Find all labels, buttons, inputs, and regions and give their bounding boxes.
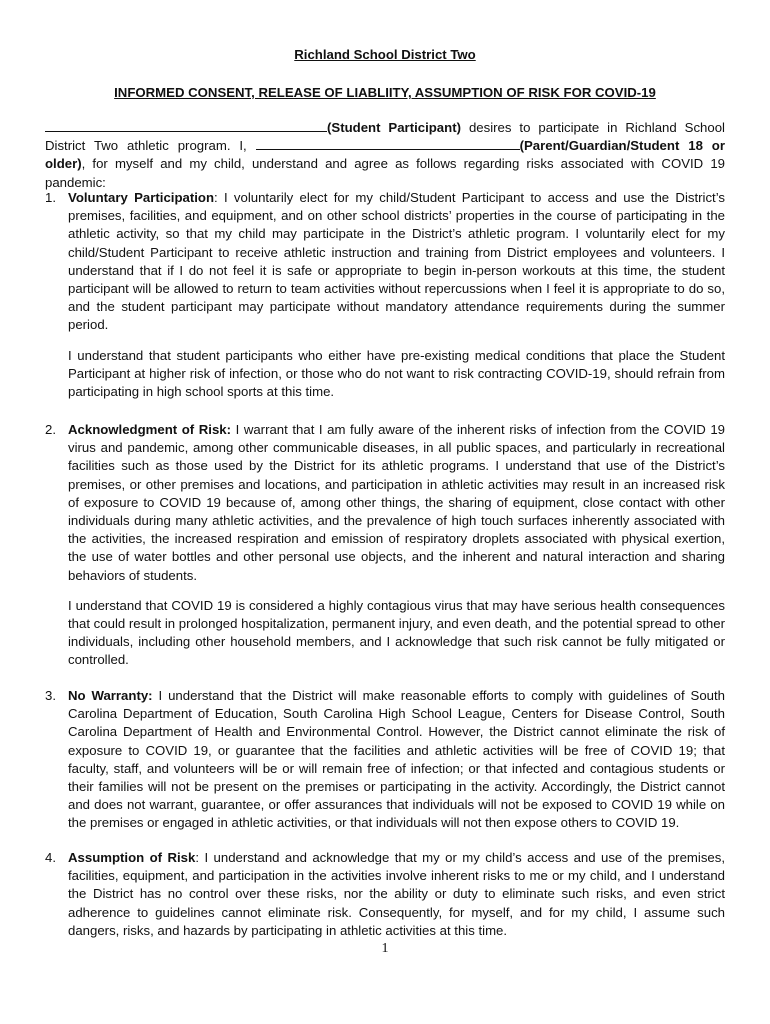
section-heading: Assumption of Risk xyxy=(68,850,196,865)
section-text: I understand that the District will make reasonable efforts to comply with guidelines of South Carolina Department of Education, South Carolina High School League, Centers for Disease Control, South Carolina Department of Health and Environmental Control. However, the District cannot eliminate the risk of exposure to COVID 19, or guarantee that the facilities and athletic activities will be free of COVID 19; that faculty, staff, and volunteers will be or will remain free of infection; or that infected and contagious students or their families will not be present on the premises or participating in the activity. Accordingly, the District cannot and does not warrant, guarantee, or offer assurances that individuals will not be exposed to COVID 19 while on the premises or engaged in athletic activities, or that individuals will not then expose others to COVID 19. xyxy=(68,688,725,831)
section-paragraph xyxy=(68,189,725,335)
section-acknowledgment-of-risk xyxy=(45,421,725,670)
section-heading: Voluntary Participation xyxy=(68,190,214,205)
section-text: I understand and acknowledge that my or my child’s access and use of the premises, facilities, equipment, and participation in the activities involve inherent risks to me or my child, and I understand the District has no control over these risks, nor the ability or duty to eliminate such risks, and even strict adherence to guidelines cannot eliminate risk. Consequently, for myself, and for my child, I assume such dangers, risks, and hazards by participating in athletic activities at this time. xyxy=(68,850,726,938)
section-subparagraph: I understand that student participants who either have pre-existing medical conditions that place the Student Participant at higher risk of infection, or those who do not want to risk contracting COVID-19, should refrain from participating in high school sports at this time. xyxy=(68,347,725,400)
section-no-warranty xyxy=(45,687,725,833)
student-name-blank[interactable] xyxy=(45,119,327,132)
section-text: I voluntarily elect for my child/Student Participant to access and use the District’s premises, facilities, and equipment, and on other school districts’ properties in the course of participating in the athletic activity, so that my child may participate in the District’s athletic program. I voluntarily elect for my child/Student Participant to receive athletic instruction and training from District employees and volunteers. I understand that if I do not feel it is safe or appropriate to begin in-person workouts at this time, the student participant will be allowed to return to team activities without repercussions when I feel it is appropriate to do so, and the student participant may participate without mandatory attendance requirements during the summer period. xyxy=(68,190,726,333)
section-separator: : xyxy=(214,190,224,205)
section-paragraph xyxy=(68,687,725,833)
intro-paragraph xyxy=(45,119,725,192)
section-heading: No Warranty: xyxy=(68,688,153,703)
section-separator: : xyxy=(195,850,205,865)
page-number: 1 xyxy=(381,941,389,956)
intro-text-1: desires to participate in Richland School District Two athletic program. I, xyxy=(45,120,725,154)
parent-name-blank[interactable] xyxy=(256,137,520,150)
intro-text-2: , for myself and my child, understand and agree as follows regarding risks associated with COVID 19 pandemic: xyxy=(45,156,725,190)
section-paragraph xyxy=(68,849,725,940)
parent-guardian-label: (Parent/Guardian/Student 18 or older) xyxy=(45,138,725,172)
section-number: 1. xyxy=(45,190,56,205)
section-subparagraph: I understand that COVID 19 is considered a highly contagious virus that may have serious health consequences that could result in prolonged hospitalization, permanent injury, and even death, and the potential spread to other individuals, including other household members, and I acknowledge that such risk cannot be fully mitigated or controlled. xyxy=(68,597,725,668)
section-number: 2. xyxy=(45,422,56,437)
document-title: Richland School District Two xyxy=(294,47,476,62)
document-subtitle: INFORMED CONSENT, RELEASE OF LIABLIITY, ASSUMPTION OF RISK FOR COVID-19 xyxy=(114,85,656,100)
section-paragraph xyxy=(68,421,725,585)
section-assumption-of-risk xyxy=(45,849,725,940)
section-text: I warrant that I am fully aware of the inherent risks of infection from the COVID 19 virus and pandemic, among other communicable diseases, in all public spaces, and particularly in recreational facilities such as those used by the District for its athletic programs. I understand that use of the District’s premises, or other premises and locations, and participation in athletic activities may result in an increased risk of exposure to COVID 19 because of, among other things, the sharing of equipment, close contact with other individuals during many athletic activities, and the prevalence of high touch surfaces inherently associated with the activities, the increased respiration and emission of respiratory droplets associated with physical exertion, the use of water bottles and other personal use objects, and the inherent and natural interaction and sharing behaviors of students. xyxy=(68,422,725,583)
section-number: 4. xyxy=(45,850,56,865)
student-participant-label: (Student Participant) xyxy=(327,120,461,135)
section-number: 3. xyxy=(45,688,56,703)
section-heading: Acknowledgment of Risk: xyxy=(68,422,232,437)
section-voluntary-participation xyxy=(45,189,725,401)
